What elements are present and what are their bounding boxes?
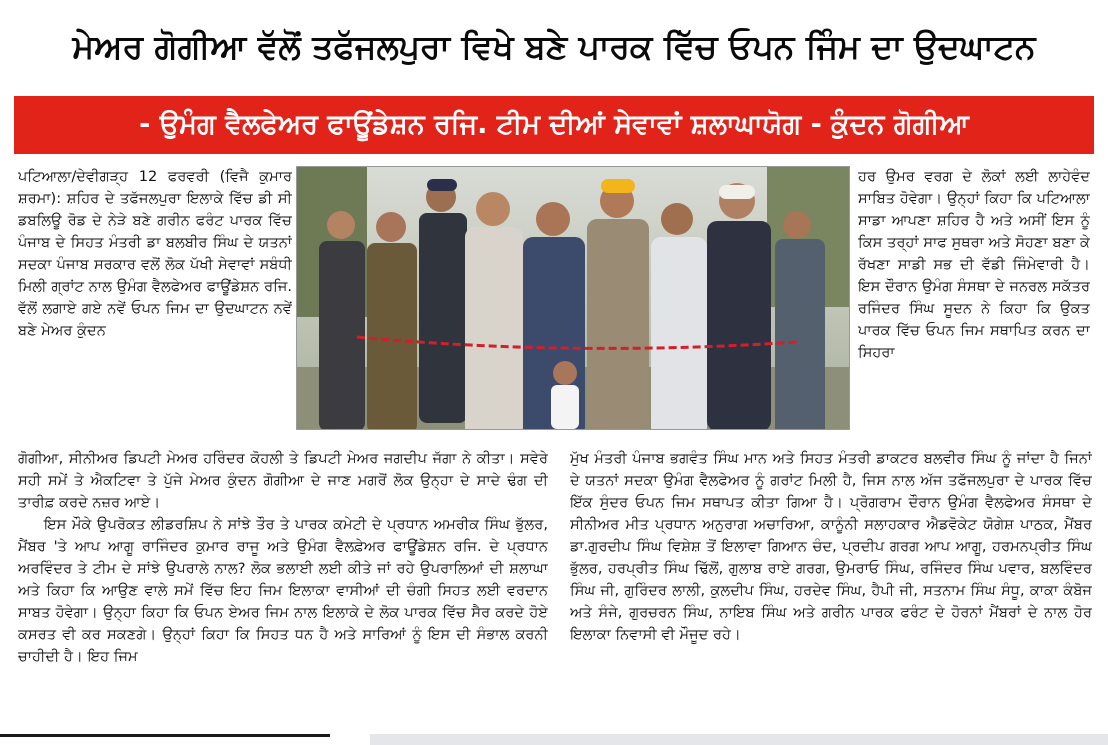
article-column-left-bottom [18, 448, 548, 720]
bottom-rule [0, 734, 330, 737]
article-column-left-top [18, 166, 292, 428]
headline: ਮੇਅਰ ਗੋਗੀਆ ਵੱਲੋਂ ਤਫੱਜਲਪੁਰਾ ਵਿਖੇ ਬਣੇ ਪਾਰਕ ਵਿੱਚ ਓਪਨ ਜਿੰਮ ਦਾ ਉਦਘਾਟਨ [72, 27, 1036, 66]
article-paragraph: ਹਰ ਉਮਰ ਵਰਗ ਦੇ ਲੋਕਾਂ ਲਈ ਲਾਹੇਵੰਦ ਸਾਬਿਤ ਹੋਵੇਗਾ। ਉਨ੍ਹਾਂ ਕਿਹਾ ਕਿ ਪਟਿਆਲਾ ਸਾਡਾ ਆਪਣਾ ਸ਼ਹਿਰ ਹੈ ਅਤੇ ਅਸੀਂ ਇਸ ਨੂੰ ਕਿਸ ਤਰ੍ਹਾਂ ਸਾਫ ਸੁਥਰਾ ਅਤੇ ਸੋਹਣਾ ਬਣਾ ਕੇ ਰੱਖਣਾ ਸਾਡੀ ਸਭ ਦੀ ਵੱਡੀ ਜਿੰਮੇਵਾਰੀ ਹੈ। ਇਸ ਦੌਰਾਨ ਉਮੰਗ ਸੰਸਥਾ ਦੇ ਜਨਰਲ ਸਕੱਤਰ ਰਜਿੰਦਰ ਸਿੰਘ ਸੂਦਨ ਨੇ ਕਿਹਾ ਕਿ ਉਕਤ ਪਾਰਕ ਵਿੱਚ ਓਪਨ ਜਿਮ ਸਥਾਪਿਤ ਕਰਨ ਦਾ ਸਿਹਰਾ [858, 168, 1090, 361]
bottom-gray-band [370, 734, 1108, 745]
article-paragraph: ਪਟਿਆਲਾ/ਦੇਵੀਗੜ੍ਹ 12 ਫਰਵਰੀ (ਵਿਜੈ ਕੁਮਾਰ ਸ਼ਰਮਾ): ਸ਼ਹਿਰ ਦੇ ਤਫੱਜਲਪੁਰਾ ਇਲਾਕੇ ਵਿੱਚ ਡੀ ਸੀ ਡਬਲਿਊ ਰੋਡ ਦੇ ਨੇੜੇ ਬਣੇ ਗਰੀਨ ਫਰੰਟ ਪਾਰਕ ਵਿੱਚ ਪੰਜਾਬ ਦੇ ਸਿਹਤ ਮੰਤਰੀ ਡਾ ਬਲਬੀਰ ਸਿੰਘ ਦੇ ਯਤਨਾਂ ਸਦਕਾ ਪੰਜਾਬ ਸਰਕਾਰ ਵਲੋਂ ਲੋਕ ਪੱਖੀ ਸੇਵਾਵਾਂ ਸਬੰਧੀ ਮਿਲੀ ਗ੍ਰਾਂਟ ਨਾਲ ਉਮੰਗ ਵੈਲਫੇਅਰ ਫਾਊਂਡੇਸ਼ਨ ਰਜਿ. ਵੱਲੋਂ ਲਗਾਏ ਗਏ ਨਵੇਂ ਓਪਨ ਜਿਮ ਦਾ ਉਦਘਾਟਨ ਨਵੇਂ ਬਣੇ ਮੇਅਰ ਕੁੰਦਨ [18, 168, 292, 339]
article-column-right-top [858, 166, 1090, 450]
article-paragraph: ਮੁੱਖ ਮੰਤਰੀ ਪੰਜਾਬ ਭਗਵੰਤ ਸਿੰਘ ਮਾਨ ਅਤੇ ਸਿਹਤ ਮੰਤਰੀ ਡਾਕਟਰ ਬਲਵੀਰ ਸਿੰਘ ਨੂੰ ਜਾਂਦਾ ਹੈ ਜਿਨਾਂ ਦੇ ਯਤਨਾਂ ਸਦਕਾ ਉਮੰਗ ਵੈਲਫੇਅਰ ਨੂੰ ਗਰਾਂਟ ਮਿਲੀ ਹੈ, ਜਿਸ ਨਾਲ ਅੱਜ ਤਫੱਜਲਪੁਰਾ ਦੇ ਪਾਰਕ ਵਿੱਚ ਇੱਕ ਸੁੰਦਰ ਓਪਨ ਜਿਮ ਸਥਾਪਤ ਕੀਤਾ ਗਿਆ ਹੈ। ਪ੍ਰੋਗਰਾਮ ਦੌਰਾਨ ਉਮੰਗ ਵੈਲਫੇਅਰ ਸੰਸਥਾ ਦੇ ਸੀਨੀਅਰ ਮੀਤ ਪ੍ਰਧਾਨ ਅਨੁਰਾਗ ਅਚਾਰਿਆ, ਕਾਨੂੰਨੀ ਸਲਾਹਕਾਰ ਐਡਵੋਕੇਟ ਯੋਗੇਸ਼ ਪਾਠਕ, ਮੈਂਬਰ ਡਾ.ਗੁਰਦੀਪ ਸਿੰਘ ਵਿਸ਼ੇਸ਼ ਤੋਂ ਇਲਾਵਾ ਗਿਆਨ ਚੰਦ, ਪ੍ਰਦੀਪ ਗਰਗ ਆਪ ਆਗੂ, ਹਰਮਨਪ੍ਰੀਤ ਸਿੰਘ ਭੁੱਲਰ, ਹਰਪ੍ਰੀਤ ਸਿੰਘ ਢਿੱਲੋਂ, ਗੁਲਾਬ ਰਾਏ ਗਰਗ, ਉਮਰਾਓ ਸਿੰਘ, ਰਜਿੰਦਰ ਸਿੰਘ ਪਵਾਰ, ਬਲਵਿੰਦਰ ਸਿੰਘ ਜੀ, ਗੁਰਿੰਦਰ ਲਾਲੀ, ਕੁਲਦੀਪ ਸਿੰਘ, ਹਰਦੇਵ ਸਿੰਘ, ਹੈਪੀ ਜੀ, ਸਤਨਾਮ ਸਿੰਘ ਸੰਧੂ, ਕਾਕਾ ਕੰਬੋਜ ਅਤੇ ਸੰਜੇ, ਗੁਰਚਰਨ ਸਿੰਘ, ਨਾਇਬ ਸਿੰਘ ਅਤੇ ਗਰੀਨ ਪਾਰਕ ਫਰੰਟ ਦੇ ਹੋਰਨਾਂ ਮੈਂਬਰਾਂ ਦੇ ਨਾਲ ਹੋਰ ਇਲਾਕਾ ਨਿਵਾਸੀ ਵੀ ਮੌਜੂਦ ਰਹੇ। [570, 450, 1092, 643]
article-paragraph: ਇਸ ਮੌਕੇ ਉਪਰੋਕਤ ਲੀਡਰਸ਼ਿਪ ਨੇ ਸਾਂਝੇ ਤੌਰ ਤੇ ਪਾਰਕ ਕਮੇਟੀ ਦੇ ਪ੍ਰਧਾਨ ਅਮਰੀਕ ਸਿੰਘ ਭੁੱਲਰ, ਮੈਂਬਰ 'ਤੇ ਆਪ ਆਗੂ ਰਾਜਿੰਦਰ ਕੁਮਾਰ ਰਾਜੂ ਅਤੇ ਉਮੰਗ ਵੈਲਫ਼ੇਅਰ ਫਾਊਂਡੇਸ਼ਨ ਰਜਿ. ਦੇ ਪ੍ਰਧਾਨ ਅਰਵਿੰਦਰ ਤੇ ਟੀਮ ਦੇ ਸਾਂਝੇ ਉਪਰਾਲੇ ਨਾਲ? ਲੋਕ ਭਲਾਈ ਲਈ ਕੀਤੇ ਜਾਂ ਰਹੇ ਉਪਰਾਲਿਆਂ ਦੀ ਸ਼ਲਾਘਾ ਅਤੇ ਕਿਹਾ ਕਿ ਆਉਣ ਵਾਲੇ ਸਮੇਂ ਵਿੱਚ ਇਹ ਜਿਮ ਇਲਾਕਾ ਵਾਸੀਆਂ ਦੀ ਚੰਗੀ ਸਿਹਤ ਲਈ ਵਰਦਾਨ ਸਾਬਤ ਹੋਵੇਗਾ। ਉਨ੍ਹਾ ਕਿਹਾ ਕਿ ਓਪਨ ਏਅਰ ਜਿਮ ਨਾਲ ਇਲਾਕੇ ਦੇ ਲੋਕ ਪਾਰਕ ਵਿੱਚ ਸੈਰ ਕਰਦੇ ਹੋਏ ਕਸਰਤ ਵੀ ਕਰ ਸਕਣਗੇ। ਉਨ੍ਹਾਂ ਕਿਹਾ ਕਿ ਸਿਹਤ ਧਨ ਹੈ ਅਤੇ ਸਾਰਿਆਂ ਨੂੰ ਇਸ ਦੀ ਸੰਭਾਲ ਕਰਨੀ ਚਾਹੀਦੀ ਹੈ। ਇਹ ਜਿਮ [18, 516, 548, 665]
subheadline-banner: - ਉਮੰਗ ਵੈਲਫੇਅਰ ਫਾਊਂਡੇਸ਼ਨ ਰਜਿ. ਟੀਮ ਦੀਆਂ ਸੇਵਾਵਾਂ ਸ਼ਲਾਘਾਯੋਗ - ਕੁੰਦਨ ਗੋਗੀਆ [14, 96, 1094, 154]
article-column-right-bottom [570, 448, 1092, 720]
news-photo [296, 166, 850, 430]
article-paragraph: ਗੋਗੀਆ, ਸੀਨੀਅਰ ਡਿਪਟੀ ਮੇਅਰ ਹਰਿੰਦਰ ਕੋਹਲੀ ਤੇ ਡਿਪਟੀ ਮੇਅਰ ਜਗਦੀਪ ਜੱਗਾ ਨੇ ਕੀਤਾ। ਸਵੇਰੇ ਸਹੀ ਸਮੇਂ ਤੇ ਐਕਟਿਵਾ ਤੇ ਪੁੱਜੇ ਮੇਅਰ ਕੁੰਦਨ ਗੋਗੀਆ ਦੇ ਜਾਣ ਮਗਰੋਂ ਲੋਕ ਉਨ੍ਹਾ ਦੇ ਸਾਦੇ ਢੰਗ ਦੀ ਤਾਰੀਫ਼ ਕਰਦੇ ਨਜ਼ਰ ਆਏ। [18, 450, 548, 511]
child-figure [551, 361, 579, 429]
